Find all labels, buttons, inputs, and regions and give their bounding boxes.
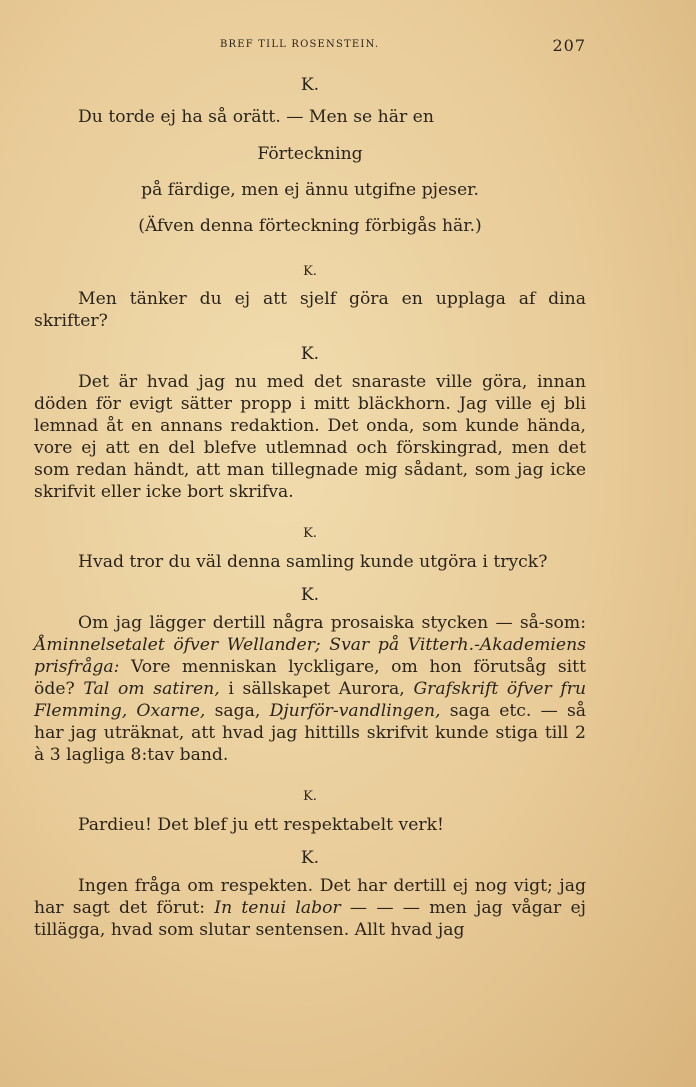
italic-run: In tenui labor	[214, 898, 341, 918]
paragraph: Men tänker du ej att sjelf göra en upplaga af dina skrifter?	[34, 289, 586, 331]
text-run: Vore menniskan lyckligare, om hon förutsåg sitt öde?	[34, 657, 586, 699]
text-run: Ingen fråga om respekten. Det har dertill ej nog vigt; jag har sagt det förut:	[34, 876, 586, 918]
page-header	[34, 36, 586, 56]
text-run: saga etc. — så har jag uträknat, att hvad jag hittills skrifvit kunde stiga till 2 à 3 lagliga 8:tav band.	[34, 701, 587, 765]
speaker-label: K.	[303, 264, 317, 279]
paragraph	[34, 875, 586, 941]
speaker-label: K.	[303, 526, 317, 541]
page-body	[34, 70, 586, 941]
speaker-label: K.	[300, 75, 320, 95]
running-title: BREF TILL ROSENSTEIN.	[220, 39, 380, 50]
heading-forteckning: Förteckning	[257, 144, 363, 164]
italic-run: Grafskrift öfver fru Flemming, Oxarne,	[34, 679, 587, 721]
speaker-label: K.	[300, 344, 320, 364]
text-run: saga,	[214, 701, 261, 721]
text-run: i sällskapet Aurora,	[228, 679, 405, 699]
paragraph	[34, 612, 586, 766]
paragraph: på färdige, men ej ännu utgifne pjeser.	[141, 180, 479, 200]
paragraph: Det är hvad jag nu med det snaraste ville göra, innan döden för evigt sätter propp i mitt bläckhorn. Jag ville ej bli lemnad åt en annans redaktion. Det onda, som kunde hända, vore ej att en del blefve utlemnad och förskingrad, men det som redan händt, att man tillegnade mig sådant, som jag icke skrifvit eller icke bort skrifva.	[34, 372, 586, 502]
page-number: 207	[552, 36, 586, 55]
paragraph: (Äfven denna förteckning förbigås här.)	[138, 216, 482, 236]
paragraph: Pardieu! Det blef ju ett respektabelt verk!	[78, 815, 444, 835]
text-run: — — — men jag vågar ej tillägga, hvad som slutar sentensen. Allt hvad jag	[34, 898, 587, 940]
speaker-label: K.	[300, 585, 320, 605]
italic-run: Åminnelsetalet öfver Wellander; Svar på Vitterh.-Akademiens prisfråga:	[34, 635, 586, 677]
italic-run: Tal om satiren,	[83, 679, 220, 699]
italic-run: Djurför-vandlingen,	[269, 701, 441, 721]
speaker-label: K.	[300, 848, 320, 868]
speaker-label: K.	[303, 789, 317, 804]
paragraph: Du torde ej ha så orätt. — Men se här en	[78, 107, 434, 127]
text-run: Om jag lägger dertill några prosaiska stycken — så-som:	[78, 613, 586, 633]
paragraph: Hvad tror du väl denna samling kunde utgöra i tryck?	[78, 552, 548, 572]
